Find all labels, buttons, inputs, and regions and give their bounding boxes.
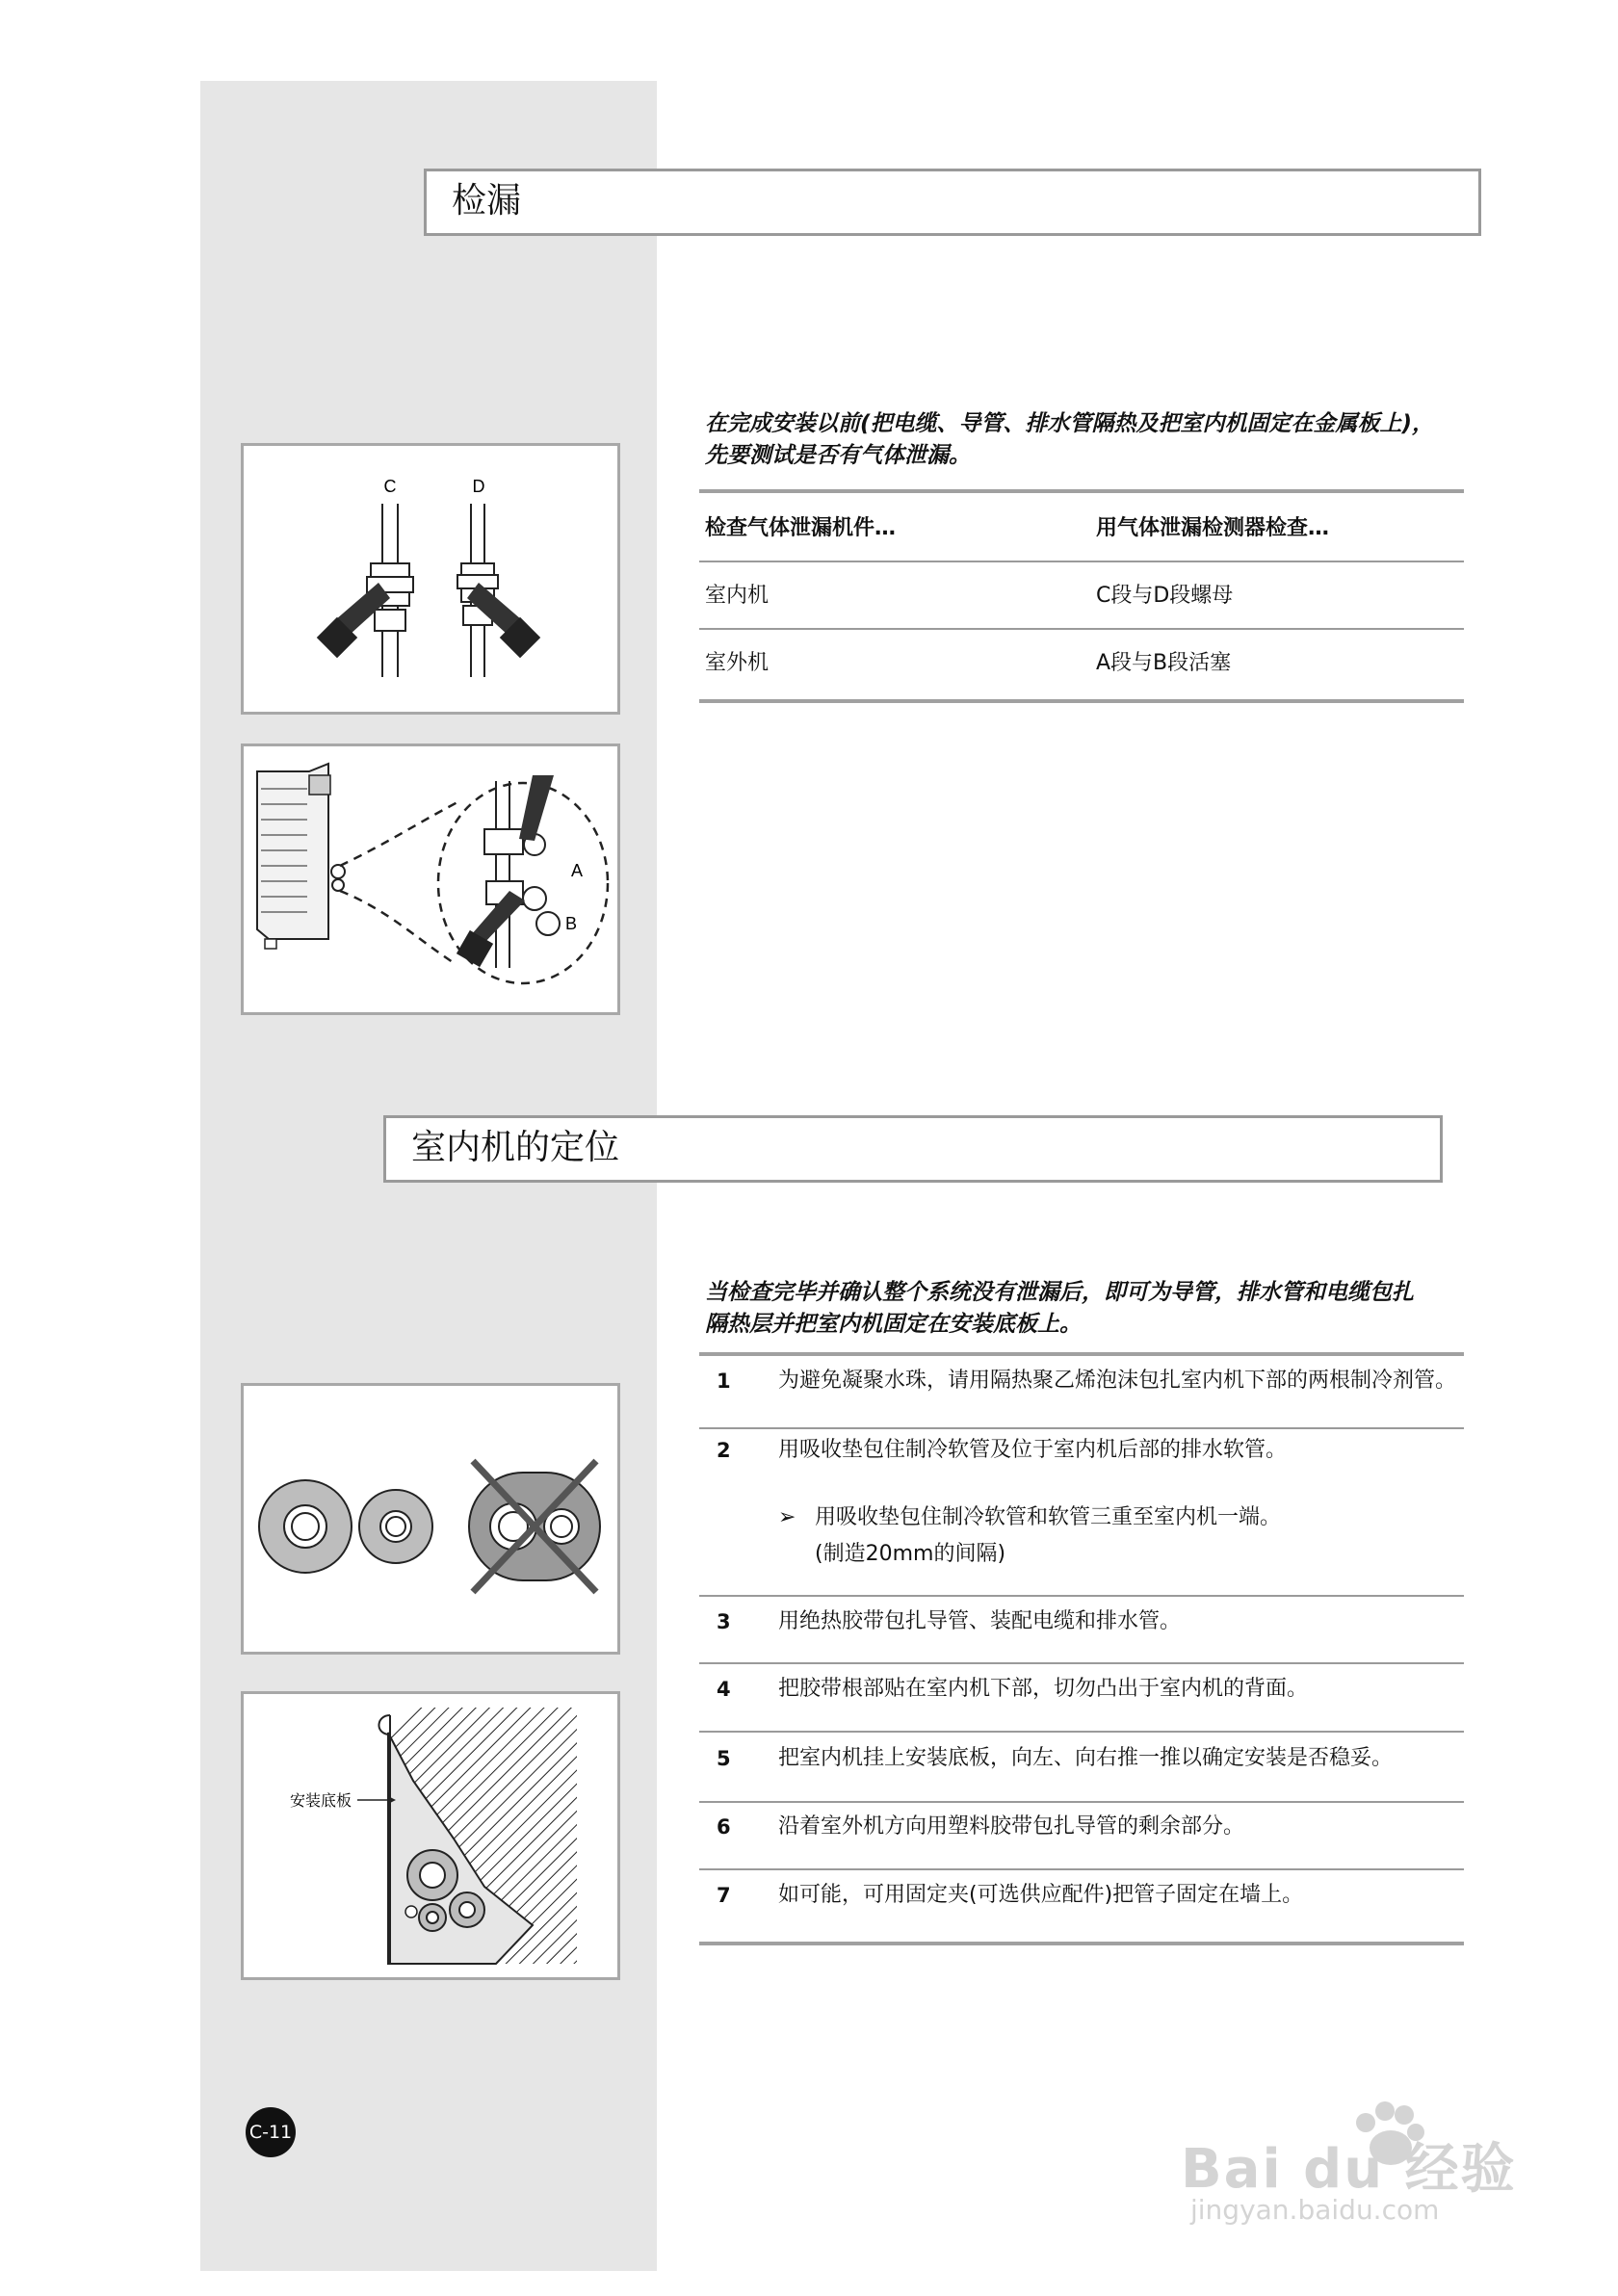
steps-top-rule (699, 1352, 1464, 1356)
step-note-arrow: ➢ (778, 1505, 796, 1529)
step-number: 5 (717, 1747, 731, 1770)
table-rule (699, 628, 1464, 630)
steps-bottom-rule (699, 1942, 1464, 1945)
step-text: 沿着室外机方向用塑料胶带包扎导管的剩余部分。 (778, 1814, 1245, 1839)
step-text: 用吸收垫包住制冷软管及位于室内机后部的排水软管。 (778, 1438, 1288, 1462)
positioning-intro-line-2: 隔热层并把室内机固定在安装底板上。 (705, 1312, 1082, 1337)
outdoor-valve-leak-figure (241, 744, 620, 1015)
section-title-indoor-positioning: 室内机的定位 (383, 1115, 1443, 1183)
step-rule (699, 1868, 1464, 1870)
step-note-line-2: (制造20mm的间隔) (815, 1542, 1006, 1566)
step-text: 如可能，可用固定夹(可选供应配件)把管子固定在墙上。 (778, 1883, 1304, 1907)
table-cell-indoor-check: C段与D段螺母 (1096, 584, 1234, 608)
table-bottom-rule (699, 699, 1464, 703)
step-number: 2 (717, 1439, 731, 1462)
baidu-watermark (1094, 2094, 1518, 2229)
step-number: 6 (717, 1815, 731, 1839)
table-header-part: 检查气体泄漏机件… (705, 516, 897, 540)
table-top-rule (699, 489, 1464, 493)
outdoor-valve-diagram (244, 746, 617, 1012)
step-number: 3 (717, 1610, 731, 1633)
table-rule (699, 561, 1464, 562)
step-number: 1 (717, 1370, 731, 1393)
step-rule (699, 1801, 1464, 1803)
page-number-badge: C-11 (246, 2107, 296, 2157)
table-cell-outdoor-unit: 室外机 (705, 651, 770, 675)
step-rule (699, 1662, 1464, 1664)
insulation-cross-section-figure (241, 1383, 620, 1655)
installation-plate-diagram (244, 1694, 617, 1977)
table-cell-indoor-unit: 室内机 (705, 584, 770, 608)
leak-intro (705, 408, 1495, 472)
label-d: D (472, 477, 485, 496)
label-c: C (383, 477, 397, 496)
step-text: 把室内机挂上安装底板，向左、向右推一推以确定安装是否稳妥。 (778, 1746, 1394, 1770)
step-text: 为避免凝聚水珠，请用隔热聚乙烯泡沫包扎室内机下部的两根制冷剂管。 (778, 1369, 1457, 1393)
step-number: 4 (717, 1678, 731, 1701)
positioning-intro (705, 1277, 1495, 1341)
step-note-line-1: 用吸收垫包住制冷软管和软管三重至室内机一端。 (815, 1505, 1282, 1529)
section-title-leak-check: 检漏 (424, 169, 1481, 236)
flare-nut-leak-figure (241, 443, 620, 715)
step-rule (699, 1731, 1464, 1733)
installation-plate-figure (241, 1691, 620, 1980)
watermark-brand: Bai du 经验 (1181, 2138, 1517, 2201)
step-rule (699, 1595, 1464, 1597)
leak-intro-line-2: 先要测试是否有气体泄漏。 (705, 443, 971, 468)
step-text: 把胶带根部贴在室内机下部，切勿凸出于室内机的背面。 (778, 1677, 1309, 1701)
installation-plate-label: 安装底板 (290, 1791, 352, 1810)
step-number: 7 (717, 1884, 731, 1907)
label-a: A (571, 861, 584, 880)
flare-nut-diagram (244, 446, 617, 712)
step-rule (699, 1427, 1464, 1429)
positioning-intro-line-1: 当检查完毕并确认整个系统没有泄漏后，即可为导管，排水管和电缆包扎 (705, 1280, 1414, 1305)
table-cell-outdoor-check: A段与B段活塞 (1096, 651, 1232, 675)
step-text: 用绝热胶带包扎导管、装配电缆和排水管。 (778, 1609, 1182, 1633)
label-b: B (565, 914, 578, 933)
insulation-diagram (244, 1386, 617, 1652)
table-header-method: 用气体泄漏检测器检查… (1096, 516, 1330, 540)
watermark-url: jingyan.baidu.com (1190, 2194, 1440, 2226)
leak-intro-line-1: 在完成安装以前(把电缆、导管、排水管隔热及把室内机固定在金属板上)， (705, 411, 1435, 436)
